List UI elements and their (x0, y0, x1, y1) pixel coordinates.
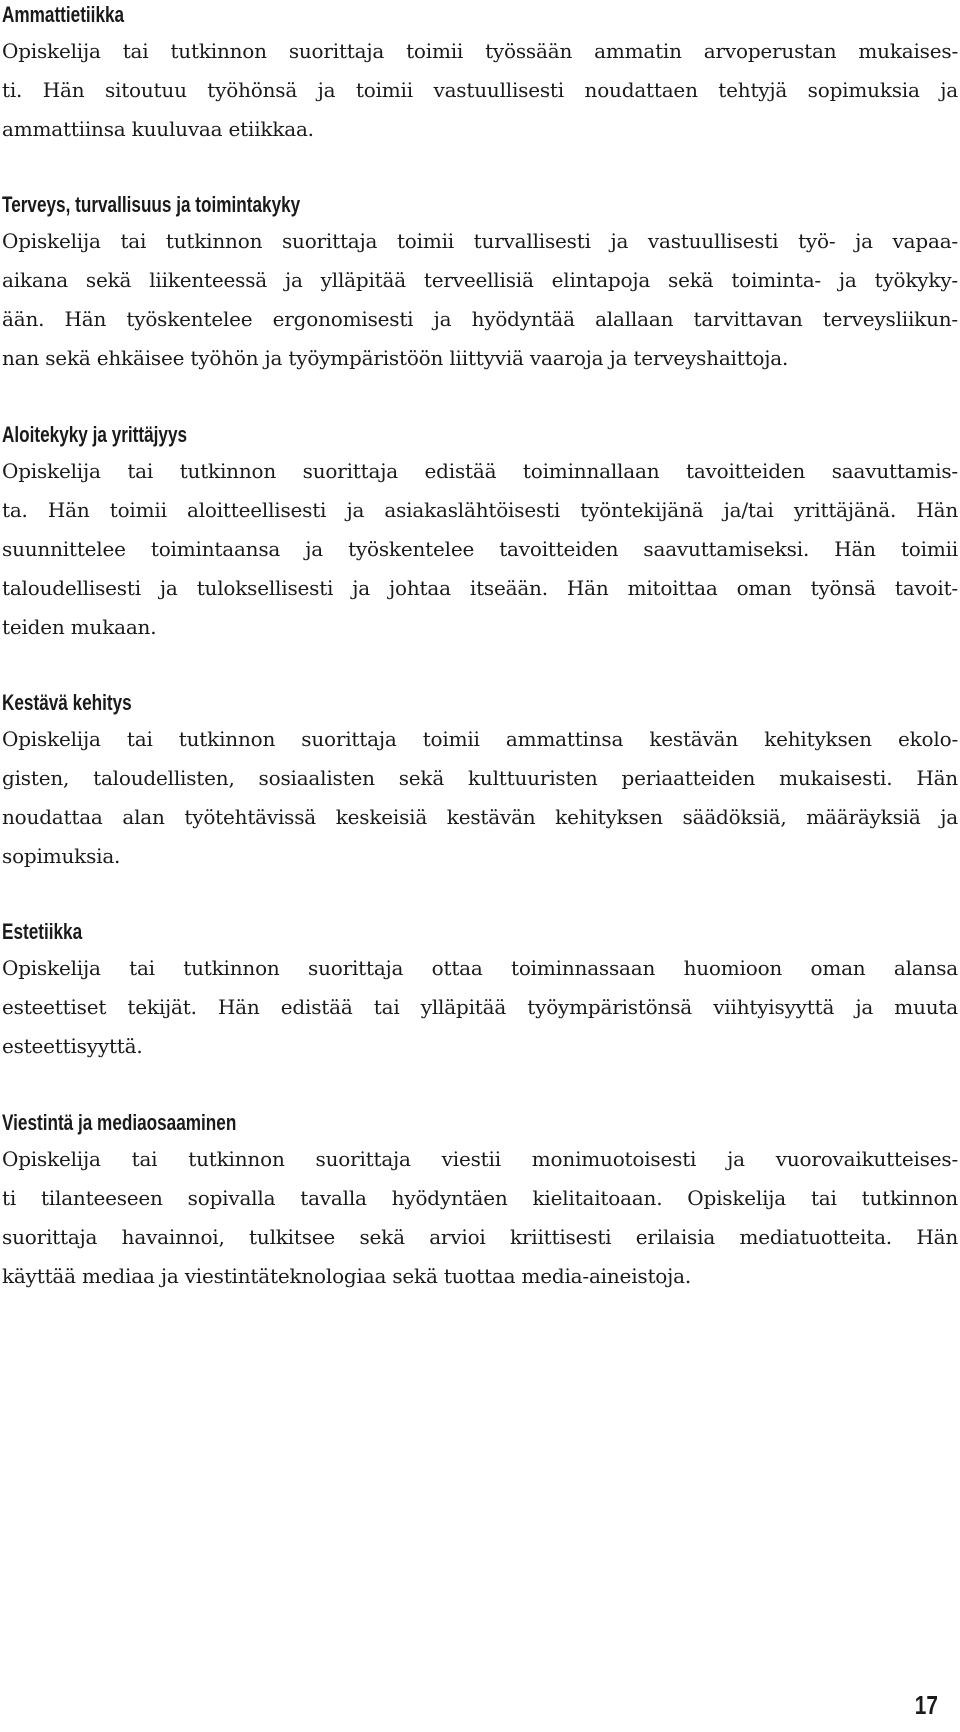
section-heading: Terveys, turvallisuus ja toimintakyky (2, 192, 301, 217)
section-body (2, 1140, 958, 1296)
text-line: käyttää mediaa ja viestintäteknologiaa sekä tuottaa media-aineistoja. (2, 1264, 692, 1288)
section-body (2, 949, 958, 1066)
text-line: Opiskelija tai tutkinnon suorittaja ottaa toiminnassaan huomioon oman alansa (2, 956, 958, 980)
page-number: 17 (914, 1690, 938, 1720)
text-line: esteettisyyttä. (2, 1034, 143, 1058)
text-line: ti tilanteeseen sopivalla tavalla hyödyntäen kielitaitoaan. Opiskelija tai tutkinnon (2, 1186, 958, 1210)
text-line: suunnittelee toimintaansa ja työskentelee tavoitteiden saavuttamiseksi. Hän toimii (2, 537, 958, 561)
text-line: ään. Hän työskentelee ergonomisesti ja hyödyntää alallaan tarvittavan terveysliikun- (2, 307, 958, 331)
section-estetiikka (2, 919, 958, 1066)
section-heading: Kestävä kehitys (2, 690, 132, 715)
text-line: taloudellisesti ja tuloksellisesti ja johtaa itseään. Hän mitoittaa oman työnsä tavoit- (2, 576, 958, 600)
section-kestava-kehitys (2, 690, 958, 876)
text-line: aikana sekä liikenteessä ja ylläpitää terveellisiä elintapoja sekä toiminta- ja työkyky- (2, 268, 958, 292)
text-line: gisten, taloudellisten, sosiaalisten sekä kulttuuristen periaatteiden mukaisesti. Hän (2, 766, 958, 790)
text-line: teiden mukaan. (2, 615, 157, 639)
text-line: Opiskelija tai tutkinnon suorittaja toimii työssään ammatin arvoperustan mukaises- (2, 39, 958, 63)
section-body (2, 720, 958, 876)
section-heading: Aloitekyky ja yrittäjyys (2, 422, 188, 447)
text-line: ta. Hän toimii aloitteellisesti ja asiakaslähtöisesti työntekijänä ja/tai yrittäjänä. Hän (2, 498, 958, 522)
text-line: sopimuksia. (2, 844, 121, 868)
text-line: suorittaja havainnoi, tulkitsee sekä arvioi kriittisesti erilaisia mediatuotteita. Hän (2, 1225, 958, 1249)
section-body (2, 452, 958, 647)
section-terveys (2, 192, 958, 378)
text-line: Opiskelija tai tutkinnon suorittaja edistää toiminnallaan tavoitteiden saavuttamis- (2, 459, 958, 483)
text-line: ammattiinsa kuuluvaa etiikkaa. (2, 117, 314, 141)
text-line: Opiskelija tai tutkinnon suorittaja viestii monimuotoisesti ja vuorovaikutteises- (2, 1147, 958, 1171)
section-heading: Ammattietiikka (2, 2, 125, 27)
section-heading: Viestintä ja mediaosaaminen (2, 1110, 237, 1135)
text-line: noudattaa alan työtehtävissä keskeisiä kestävän kehityksen säädöksiä, määräyksiä ja (2, 805, 958, 829)
section-heading: Estetiikka (2, 919, 83, 944)
text-line: Opiskelija tai tutkinnon suorittaja toimii turvallisesti ja vastuullisesti työ- ja vapaa- (2, 229, 958, 253)
section-viestinta (2, 1110, 958, 1296)
text-line: ti. Hän sitoutuu työhönsä ja toimii vastuullisesti noudattaen tehtyjä sopimuksia ja (2, 78, 958, 102)
text-line: esteettiset tekijät. Hän edistää tai ylläpitää työympäristönsä viihtyisyyttä ja muuta (2, 995, 958, 1019)
section-aloitekyky (2, 422, 958, 647)
text-line: nan sekä ehkäisee työhön ja työympäristöön liittyviä vaaroja ja terveyshaittoja. (2, 346, 789, 370)
section-body (2, 222, 958, 378)
section-body (2, 32, 958, 149)
section-ammattietiikka (2, 2, 958, 149)
text-line: Opiskelija tai tutkinnon suorittaja toimii ammattinsa kestävän kehityksen ekolo- (2, 727, 958, 751)
